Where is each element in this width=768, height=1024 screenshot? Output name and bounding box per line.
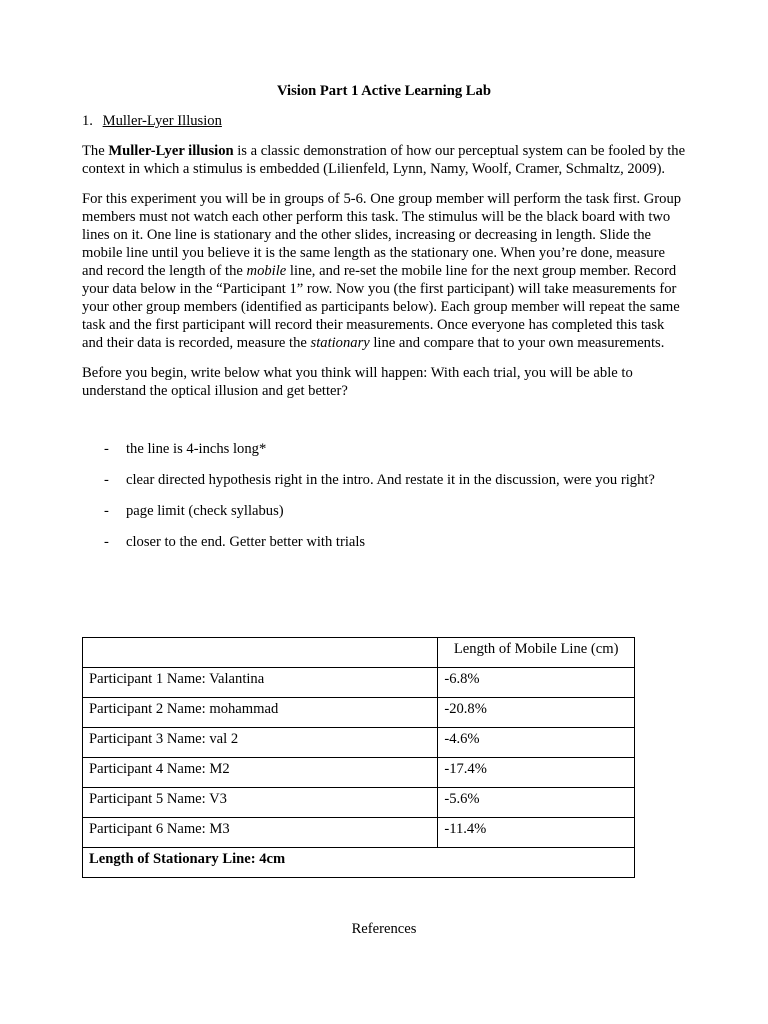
references-heading: References bbox=[351, 921, 417, 937]
table-header-row bbox=[83, 638, 635, 668]
data-table bbox=[82, 637, 635, 878]
list-item bbox=[82, 471, 686, 489]
value-cell: -5.6% bbox=[438, 788, 635, 818]
table-row bbox=[83, 668, 635, 698]
bullet-dash: - bbox=[104, 472, 109, 488]
document-page bbox=[82, 82, 686, 564]
list-item-text: page limit (check syllabus) bbox=[126, 503, 284, 519]
list-item-text: clear directed hypothesis right in the intro. And restate it in the discussion, were you right? bbox=[126, 472, 655, 488]
instructions-italic-stationary: stationary bbox=[310, 335, 370, 351]
intro-bold-term: Muller-Lyer illusion bbox=[108, 143, 234, 159]
value-cell: -17.4% bbox=[438, 758, 635, 788]
table-header-participant bbox=[83, 638, 438, 668]
instructions-italic-mobile: mobile bbox=[246, 263, 287, 279]
list-item-text: the line is 4-inchs long* bbox=[126, 441, 267, 457]
participant-cell: Participant 1 Name: Valantina bbox=[83, 668, 438, 698]
list-item bbox=[82, 502, 686, 520]
value-cell: -6.8% bbox=[438, 668, 635, 698]
table-row bbox=[83, 758, 635, 788]
participant-cell: Participant 3 Name: val 2 bbox=[83, 728, 438, 758]
section-heading bbox=[82, 112, 686, 130]
instructions-paragraph bbox=[82, 190, 686, 352]
bullet-dash: - bbox=[104, 441, 109, 457]
instructions-part2: line, and re-set the mobile line for the next group member. Record your data below in the “Participant 1” row. Now you (the first participant) will take measurements for your other group members (identified as participants below). Each group member will repeat the same task and the first participant will record their measurements. Once everyone has completed this task and their data is recorded, measure the bbox=[82, 263, 680, 351]
table-row bbox=[83, 698, 635, 728]
table-row bbox=[83, 818, 635, 848]
table-footer-row bbox=[83, 848, 635, 878]
intro-paragraph bbox=[82, 142, 686, 178]
participant-cell: Participant 2 Name: mohammad bbox=[83, 698, 438, 728]
stationary-line-length: Length of Stationary Line: 4cm bbox=[83, 848, 635, 878]
table-row bbox=[83, 788, 635, 818]
intro-post: is a classic demonstration of how our perceptual system can be fooled by the context in which a stimulus is embedded (Lilienfeld, Lynn, Namy, Woolf, Cramer, Schmaltz, 2009). bbox=[82, 143, 686, 177]
instructions-part3: line and compare that to your own measurements. bbox=[369, 335, 665, 351]
table-header-length: Length of Mobile Line (cm) bbox=[438, 638, 635, 668]
document-title: Vision Part 1 Active Learning Lab bbox=[277, 83, 491, 99]
instructions-part1: For this experiment you will be in groups of 5-6. One group member will perform the task first. Group members must not watch each other perform this task. The stimulus will be the black board with two lines on it. One line is stationary and the other slides, increasing or decreasing in length. Slide the mobile line until you believe it is the same length as the stationary one. When you’re done, measure and record the length of the bbox=[82, 191, 682, 279]
list-item bbox=[82, 533, 686, 551]
participant-cell: Participant 4 Name: M2 bbox=[83, 758, 438, 788]
list-item-text: closer to the end. Getter better with trials bbox=[126, 534, 366, 550]
prediction-prompt: Before you begin, write below what you think will happen: With each trial, you will be able to understand the optical illusion and get better? bbox=[82, 365, 633, 399]
table-row bbox=[83, 728, 635, 758]
participant-cell: Participant 5 Name: V3 bbox=[83, 788, 438, 818]
section-title: Muller-Lyer Illusion bbox=[102, 113, 222, 129]
notes-list bbox=[82, 440, 686, 551]
list-item bbox=[82, 440, 686, 458]
value-cell: -20.8% bbox=[438, 698, 635, 728]
value-cell: -11.4% bbox=[438, 818, 635, 848]
bullet-dash: - bbox=[104, 534, 109, 550]
bullet-dash: - bbox=[104, 503, 109, 519]
intro-pre: The bbox=[82, 143, 109, 159]
section-number: 1. bbox=[82, 113, 93, 129]
value-cell: -4.6% bbox=[438, 728, 635, 758]
participant-cell: Participant 6 Name: M3 bbox=[83, 818, 438, 848]
